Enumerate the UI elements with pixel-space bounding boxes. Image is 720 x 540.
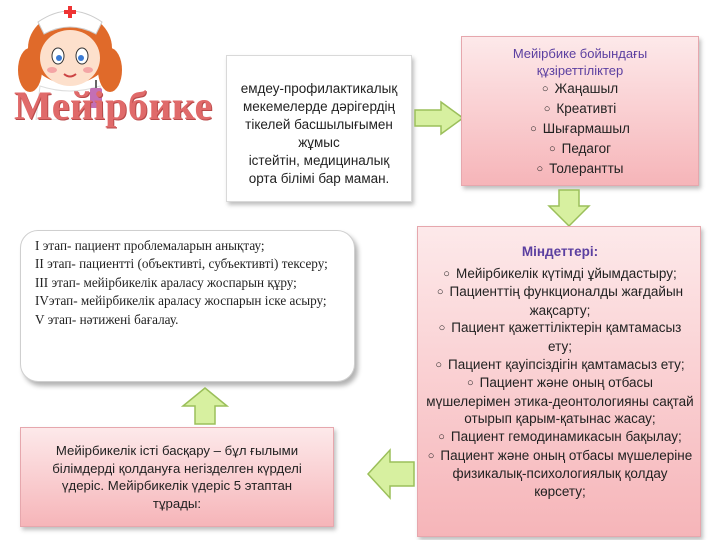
task-item: ○ Мейірбикелік күтімді ұйымдастыру; [443,265,677,281]
arrow-right-icon [413,100,465,136]
stages-box [20,230,355,382]
task-item: ○ Пациент және оның отбасы мүшелеріне физикалық-психологиялық қолдау көрсету; [427,447,693,499]
process-line: тұрады: [152,495,202,511]
bullet-icon: ○ [438,430,445,443]
competencies-title: құзіреттіліктер [536,63,624,78]
bullet-icon: ○ [541,83,549,95]
process-box [20,427,334,527]
stage-item: IVэтап- мейірбикелік араласу жоспарын іске асыру; [35,293,327,309]
process-line: үдеріс. Мейірбикелік үдеріс 5 этаптан [61,478,293,494]
bullet-icon: ○ [548,143,556,155]
stage-item: III этап- мейірбикелік араласу жоспарын құру; [35,274,297,290]
stage-item: II этап- пациентті (объективті, субъективті) тексеру; [35,256,328,272]
definition-line: істейтін, медициналық [248,153,390,168]
tasks-box [417,226,701,537]
bullet-icon: ○ [536,163,544,175]
competencies-title: Мейірбике бойындағы [512,46,648,61]
task-item: ○ Пациент және оның отбасы мүшелерімен этика-деонтологияны сақтай отырып қарым-қатынас жасау; [426,375,694,427]
task-item: ○ Пациент гемодинамикасын бақылау; [438,428,682,444]
task-item: ○ Пациент қауіпсіздігін қамтамасыз ету; [435,356,685,372]
process-line: Мейірбикелік істі басқару – бұл ғылыми [55,443,299,458]
definition-line: жұмыс [298,135,340,150]
bullet-icon: ○ [543,103,551,115]
bullet-icon: ○ [467,377,474,390]
definition-line: емдеу-профилактикалық [240,81,398,96]
task-item: ○ Пациент қажеттіліктерін қамтамасыз ету; [438,320,682,354]
bullet-icon: ○ [443,267,450,280]
competencies-box [461,36,699,186]
tasks-title: Міндеттері: [521,244,599,259]
definition-line: орта білімі бар маман. [248,171,390,186]
bullet-icon: ○ [438,322,446,335]
stage-item: I этап- пациент проблемаларын анықтау; [35,238,265,253]
arrow-down-icon [547,188,591,228]
definition-line: тікелей басшылығымен [245,117,393,132]
bullet-icon: ○ [435,358,442,371]
competency-item: ○ Шығармашыл [530,121,630,136]
competency-item: ○ Креативті [543,101,617,116]
competency-item: ○ Педагог [548,141,611,156]
bullet-icon: ○ [436,286,444,299]
process-line: білімдерді қолдануға негізделген күрделі [52,460,302,476]
competency-item: ○ Жаңашыл [541,81,619,96]
bullet-icon: ○ [530,123,537,135]
task-item: ○ Пациенттің функционалды жағдайын жақсарту; [436,284,684,318]
stage-item: V этап- нәтижені бағалау. [35,311,179,327]
arrow-left-icon [366,448,416,500]
definition-line: мекемелерде дәрігердің [243,99,395,114]
definition-box [226,55,412,202]
arrow-up-icon [181,386,229,426]
heading-title: Мейірбике [14,83,213,128]
competency-item: ○ Толерантты [536,161,624,176]
bullet-icon: ○ [427,449,435,462]
